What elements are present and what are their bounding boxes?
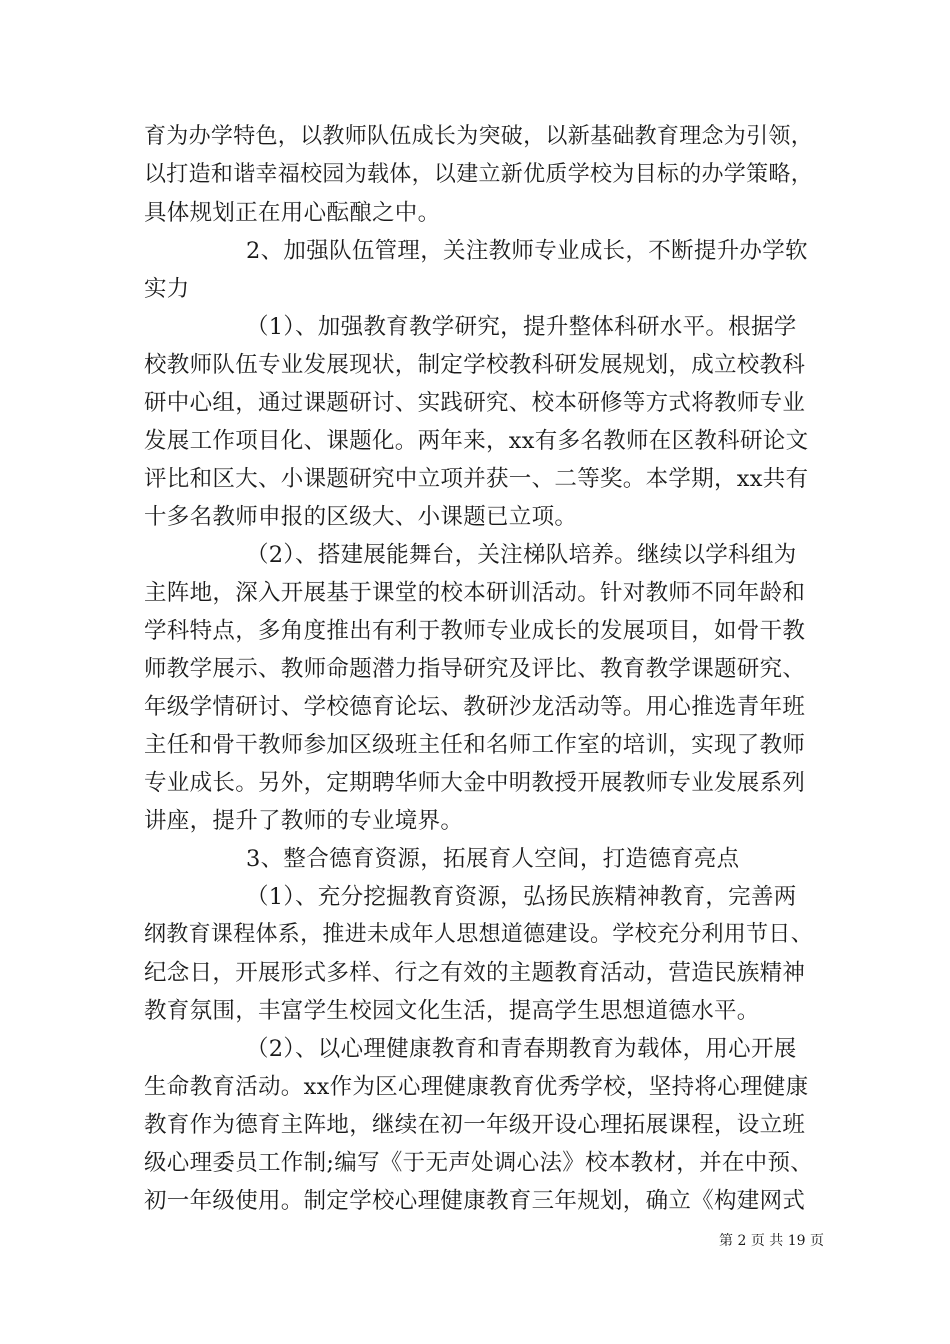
- page-number: 第 2 页 共 19 页: [719, 1233, 824, 1249]
- text-line: 主任和骨干教师参加区级班主任和名师工作室的培训，实现了教师: [144, 732, 806, 758]
- text-line: 专业成长。另外，定期聘华师大金中明教授开展教师专业发展系列: [144, 770, 806, 796]
- text-line: 师教学展示、教师命题潜力指导研究及评比、教育教学课题研究、: [144, 656, 806, 682]
- text-line: 实力: [144, 276, 190, 302]
- text-line: 教育氛围，丰富学生校园文化生活，提高学生思想道德水平。: [144, 998, 760, 1024]
- paragraph-start: （1）、加强教育教学研究，提升整体科研水平。根据学: [246, 314, 797, 340]
- text-line: 纲教育课程体系，推进未成年人思想道德建设。学校充分利用节日、: [144, 922, 814, 947]
- text-line: 以打造和谐幸福校园为载体，以建立新优质学校为目标的办学策略，: [144, 162, 814, 187]
- text-line: 发展工作项目化、课题化。两年来，xx有多名教师在区教科研论文: [144, 428, 809, 454]
- text-line: 校教师队伍专业发展现状，制定学校教科研发展规划，成立校教科: [144, 352, 806, 378]
- section-heading: 2、加强队伍管理，关注教师专业成长，不断提升办学软: [246, 238, 808, 264]
- paragraph-start: （2）、搭建展能舞台，关注梯队培养。继续以学科组为: [246, 542, 797, 568]
- text-line: 初一年级使用。制定学校心理健康教育三年规划，确立《构建网式: [144, 1188, 806, 1214]
- text-line: 学科特点，多角度推出有利于教师专业成长的发展项目，如骨干教: [144, 618, 806, 644]
- text-line: 纪念日，开展形式多样、行之有效的主题教育活动，营造民族精神: [144, 960, 806, 986]
- text-line: 育为办学特色，以教师队伍成长为突破，以新基础教育理念为引领，: [144, 124, 814, 149]
- text-line: 教育作为德育主阵地，继续在初一年级开设心理拓展课程，设立班: [144, 1112, 806, 1138]
- paragraph-start: （1）、充分挖掘教育资源，弘扬民族精神教育，完善两: [246, 884, 797, 910]
- text-line: 评比和区大、小课题研究中立项并获一、二等奖。本学期，xx共有: [144, 466, 809, 492]
- text-line: 研中心组，通过课题研讨、实践研究、校本研修等方式将教师专业: [144, 390, 806, 416]
- text-line: 级心理委员工作制;编写《于无声处调心法》校本教材，并在中预、: [144, 1150, 814, 1176]
- section-heading: 3、整合德育资源，拓展育人空间，打造德育亮点: [246, 846, 740, 872]
- text-line: 主阵地，深入开展基于课堂的校本研训活动。针对教师不同年龄和: [144, 580, 806, 606]
- text-line: 年级学情研讨、学校德育论坛、教研沙龙活动等。用心推选青年班: [144, 694, 806, 720]
- text-line: 讲座，提升了教师的专业境界。: [144, 808, 464, 834]
- paragraph-start: （2）、以心理健康教育和青春期教育为载体，用心开展: [246, 1036, 797, 1062]
- text-line: 具体规划正在用心酝酿之中。: [144, 200, 441, 226]
- text-line: 十多名教师申报的区级大、小课题已立项。: [144, 504, 578, 530]
- text-line: 生命教育活动。xx作为区心理健康教育优秀学校，坚持将心理健康: [144, 1074, 809, 1100]
